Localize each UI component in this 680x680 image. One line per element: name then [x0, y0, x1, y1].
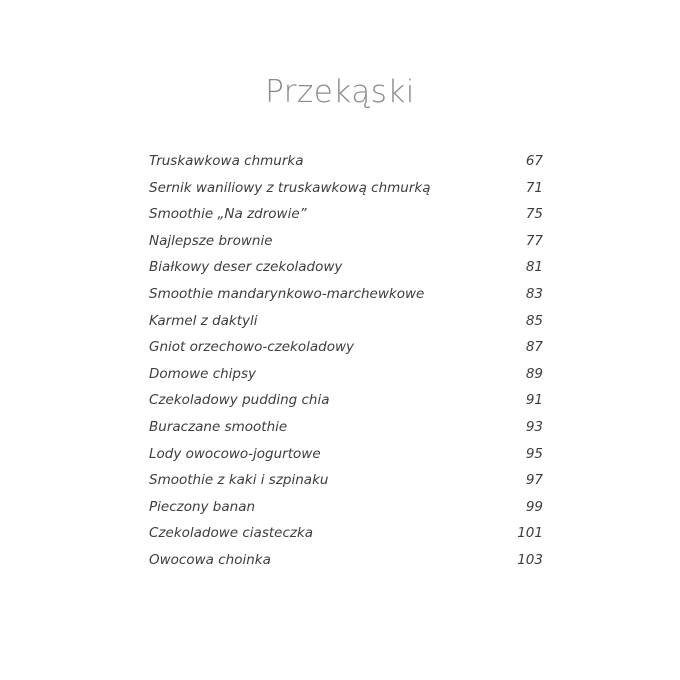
toc-entry-page: 85 [525, 312, 543, 329]
toc-entry [149, 336, 543, 363]
toc-entry-label: Najlepsze brownie [149, 232, 273, 249]
toc-entry-label: Smoothie „Na zdrowie” [149, 206, 307, 223]
toc-entry-page: 81 [525, 259, 543, 276]
toc-entry [149, 283, 543, 310]
toc-entry-label: Domowe chipsy [149, 365, 257, 382]
toc-entry [149, 549, 543, 576]
toc-entry [149, 203, 543, 230]
page-title: Przekąski [265, 74, 415, 110]
toc-entry [149, 310, 543, 337]
toc-entry-page: 99 [525, 498, 543, 515]
toc-entry-page: 93 [525, 418, 543, 435]
toc-entry [149, 363, 543, 390]
toc-entry [149, 443, 543, 470]
toc-entry-label: Buraczane smoothie [149, 418, 288, 435]
toc-entry-label: Truskawkowa chmurka [149, 153, 304, 169]
toc-entry [149, 469, 543, 496]
toc-entry [149, 256, 543, 283]
toc-entry-page: 71 [525, 179, 543, 196]
toc-entry-page: 77 [525, 232, 543, 249]
toc-entry-page: 97 [525, 472, 543, 489]
toc-entry [149, 230, 543, 257]
toc-entry-page: 87 [525, 339, 543, 356]
toc-entry-page: 103 [517, 551, 543, 568]
toc-entry-label: Smoothie z kaki i szpinaku [149, 472, 329, 489]
toc-entry-label: Białkowy deser czekoladowy [149, 259, 343, 276]
toc-entry-label: Smoothie mandarynkowo-marchewkowe [149, 285, 425, 302]
toc-entry-label: Czekoladowy pudding chia [149, 392, 330, 409]
toc-entry-page: 75 [525, 206, 543, 223]
toc-entry [149, 177, 543, 204]
toc-entry-page: 91 [525, 392, 543, 409]
toc-entry-page: 89 [525, 365, 543, 382]
toc-entry [149, 416, 543, 443]
toc-entry [149, 389, 543, 416]
toc-entry-page: 95 [525, 445, 543, 462]
toc-entry [149, 150, 543, 177]
toc-entry-label: Karmel z daktyli [149, 312, 258, 329]
toc-entry-label: Owocowa choinka [149, 551, 271, 568]
toc-entry-label: Czekoladowe ciasteczka [149, 525, 314, 542]
toc-entry-page: 67 [525, 153, 543, 169]
toc-entry-label: Gniot orzechowo-czekoladowy [149, 339, 354, 356]
toc-entry-label: Pieczony banan [149, 498, 256, 515]
toc-entry [149, 522, 543, 549]
table-of-contents [149, 150, 543, 576]
toc-entry-page: 101 [517, 525, 543, 542]
toc-entry-page: 83 [525, 285, 543, 302]
toc-entry [149, 496, 543, 523]
toc-entry-label: Sernik waniliowy z truskawkową chmurką [149, 179, 431, 196]
toc-entry-label: Lody owocowo-jogurtowe [149, 445, 321, 462]
